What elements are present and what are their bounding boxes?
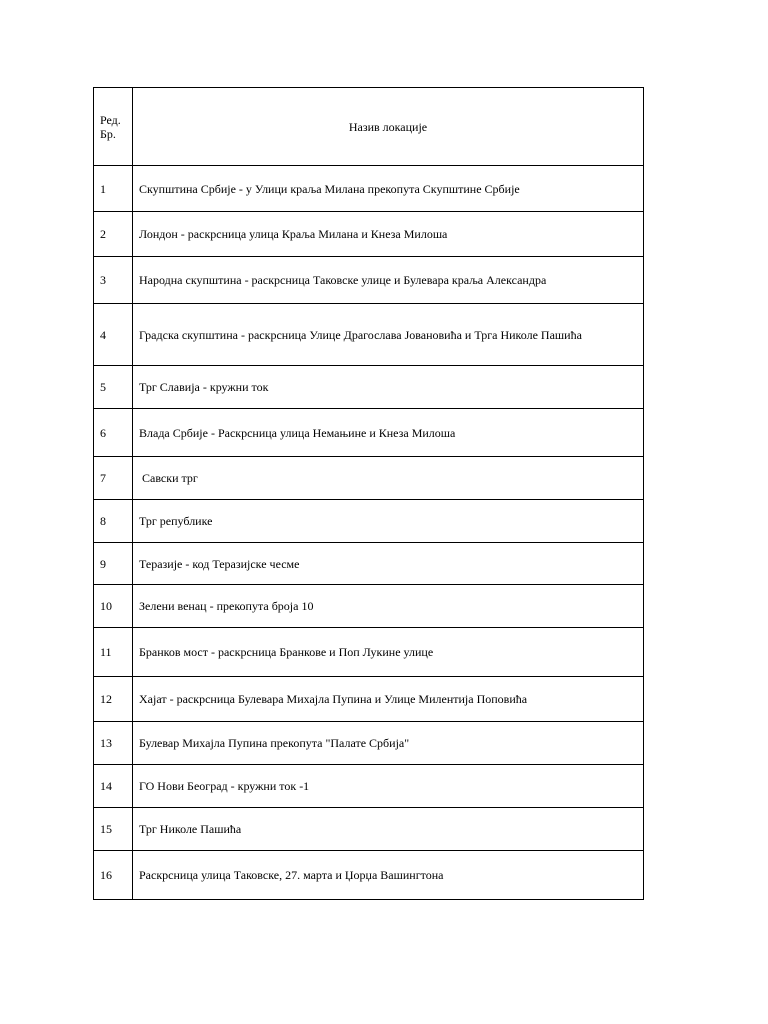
- table-row: [94, 409, 644, 457]
- table-row: [94, 457, 644, 500]
- header-location-name: Назив локације: [133, 88, 644, 166]
- header-number-line1: Ред.: [100, 112, 121, 127]
- row-number: 7: [94, 457, 133, 500]
- table-row: [94, 628, 644, 677]
- header-number-line2: Бр.: [100, 126, 116, 141]
- row-location-name: ГО Нови Београд - кружни ток -1: [133, 765, 644, 808]
- row-number: 9: [94, 543, 133, 585]
- row-number: 15: [94, 808, 133, 851]
- row-location-name: Булевар Михајла Пупина прекопута "Палате Србија": [133, 722, 644, 765]
- row-number: 13: [94, 722, 133, 765]
- row-location-name: Народна скупштина - раскрсница Таковске улице и Булевара краља Александра: [133, 257, 644, 304]
- row-location-name: Градска скупштина - раскрсница Улице Драгослава Јовановића и Трга Николе Пашића: [133, 304, 644, 366]
- row-location-name: Трг републике: [133, 500, 644, 543]
- locations-table: [93, 87, 644, 900]
- row-location-name: Раскрсница улица Таковске, 27. марта и Џорџа Вашингтона: [133, 851, 644, 900]
- row-number: 6: [94, 409, 133, 457]
- table-row: [94, 166, 644, 212]
- row-number: 10: [94, 585, 133, 628]
- row-location-name: Лондон - раскрсница улица Краља Милана и Кнеза Милоша: [133, 212, 644, 257]
- row-number: 2: [94, 212, 133, 257]
- table-row: [94, 257, 644, 304]
- row-number: 14: [94, 765, 133, 808]
- table-row: [94, 585, 644, 628]
- table-row: [94, 765, 644, 808]
- table-row: [94, 304, 644, 366]
- table-row: [94, 677, 644, 722]
- row-number: 3: [94, 257, 133, 304]
- table-row: [94, 851, 644, 900]
- row-location-name: Трг Славија - кружни ток: [133, 366, 644, 409]
- table-row: [94, 722, 644, 765]
- row-number: 11: [94, 628, 133, 677]
- row-location-name: Теразије - код Теразијске чесме: [133, 543, 644, 585]
- table-row: [94, 808, 644, 851]
- row-location-name: Трг Николе Пашића: [133, 808, 644, 851]
- row-number: 12: [94, 677, 133, 722]
- row-number: 5: [94, 366, 133, 409]
- table-body: [94, 166, 644, 900]
- table-row: [94, 543, 644, 585]
- row-number: 1: [94, 166, 133, 212]
- row-location-name: Зелени венац - прекопута броја 10: [133, 585, 644, 628]
- header-number: [94, 88, 133, 166]
- row-location-name: Скупштина Србије - у Улици краља Милана прекопута Скупштине Србије: [133, 166, 644, 212]
- row-location-name: Савски трг: [133, 457, 644, 500]
- table-row: [94, 366, 644, 409]
- row-number: 8: [94, 500, 133, 543]
- row-location-name: Бранков мост - раскрсница Бранкове и Поп Лукине улице: [133, 628, 644, 677]
- row-number: 16: [94, 851, 133, 900]
- row-number: 4: [94, 304, 133, 366]
- row-location-name: Влада Србије - Раскрсница улица Немањине и Кнеза Милоша: [133, 409, 644, 457]
- row-location-name: Хајат - раскрсница Булевара Михајла Пупина и Улице Милентија Поповића: [133, 677, 644, 722]
- table-row: [94, 500, 644, 543]
- table-row: [94, 212, 644, 257]
- table-header-row: [94, 88, 644, 166]
